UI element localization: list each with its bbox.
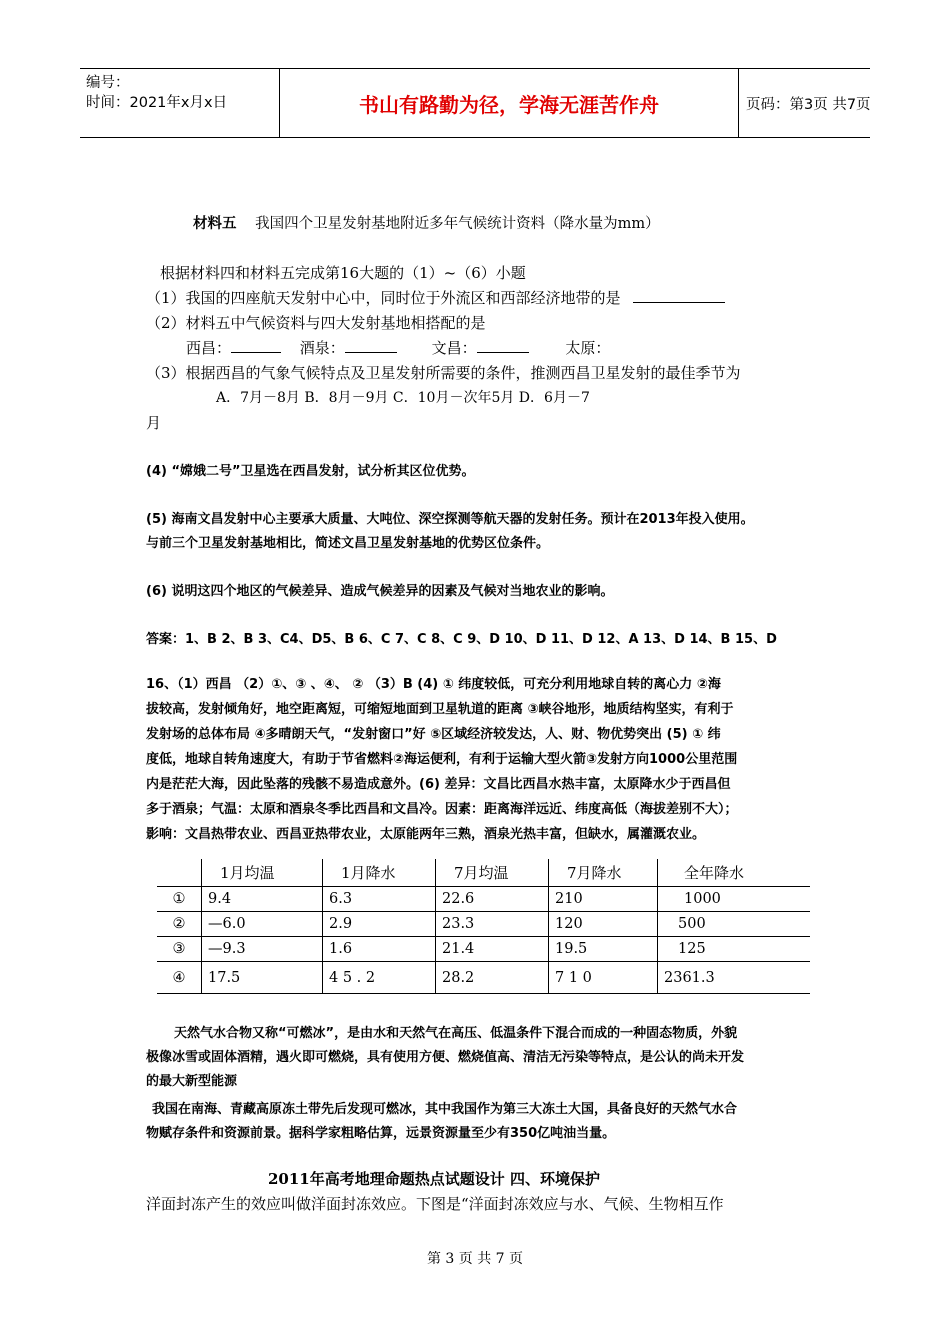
wenchang-label: 文昌： [431,339,477,357]
table-cell: 1000 [658,887,811,912]
gas-hydrate-line: 天然气水合物又称“可燃冰”，是由水和天然气在高压、低温条件下混合而成的一种固态物质，外貌 [174,1026,738,1041]
answer-blank [345,338,397,353]
table-header-cell: 7月均温 [436,859,549,887]
table-header-row [157,859,810,887]
table-cell: 2.9 [323,912,436,937]
table-cell: 2361.3 [658,962,811,994]
answer-16-line: 内是茫茫大海，因此坠落的残骸不易造成意外。(6) 差异：文昌比西昌水热丰富，太原降水少于西昌但 [146,777,731,792]
table-cell: 500 [658,912,811,937]
answer-16-line: 度低，地球自转角速度大，有助于节省燃料②海运便利，有利于运输大型火箭③发射方向1000公里范围 [146,752,738,767]
page-header [80,68,870,138]
question-6: (6) 说明这四个地区的气候差异、造成气候差异的因素及气候对当地农业的影响。 [146,584,614,599]
header-info-cell [80,69,280,137]
table-cell: 22.6 [436,887,549,912]
table-row [157,937,810,962]
answer-16-line: 16、（1）西昌 （2）①、③ 、④、 ② （3）B (4) ① 纬度较低，可充分利用地球自转的离心力 ②海 [146,677,721,692]
code-label: 编号： [86,75,130,91]
table-header-cell: 7月降水 [549,859,658,887]
table-cell: 6.3 [323,887,436,912]
climate-table [157,859,810,994]
table-cell: ① [157,887,202,912]
gas-hydrate-line: 的最大新型能源 [146,1074,238,1089]
answer-16-line: 发射场的总体布局 ④多晴朗天气，“发射窗口”好 ⑤区域经济较发达，人、财、物优势突出 (5) ① 纬 [146,727,721,742]
table-header-cell: 1月均温 [202,859,323,887]
table-cell: ② [157,912,202,937]
table-cell: —6.0 [202,912,323,937]
question-1-text: （1）我国的四座航天发射中心中，同时位于外流区和西部经济地带的是 [146,289,621,307]
question-5-line2: 与前三个卫星发射基地相比，简述文昌卫星发射基地的优势区位条件。 [146,536,550,551]
table-cell: ③ [157,937,202,962]
section-line: 洋面封冻产生的效应叫做洋面封冻效应。下图是“洋面封冻效应与水、气候、生物相互作 [146,1195,724,1213]
page-footer: 第 3 页 共 7 页 [426,1251,524,1267]
question-3: （3）根据西昌的气象气候特点及卫星发射所需要的条件，推测西昌卫星发射的最佳季节为 [146,364,741,382]
table-cell: 125 [658,937,811,962]
table-header-cell: 全年降水 [658,859,811,887]
material5-title: 材料五 [193,216,237,232]
table-cell: ④ [157,962,202,994]
page-label: 页码：第3页 共7页 [746,96,871,113]
answer-16-line: 影响：文昌热带农业、西昌亚热带农业，太原能两年三熟，酒泉光热丰富，但缺水，属灌溉农业。 [146,827,706,842]
table-cell: 120 [549,912,658,937]
table-cell: 23.3 [436,912,549,937]
question-2-blanks [186,337,610,358]
table-cell: 1.6 [323,937,436,962]
table-row [157,962,810,994]
gas-hydrate-line: 我国在南海、青藏高原冻土带先后发现可燃冰，其中我国作为第三大冻土大国，具备良好的天然气水合 [152,1102,738,1117]
table-cell: 17.5 [202,962,323,994]
jiuquan-label: 酒泉： [299,339,345,357]
time-label: 时间：2021年x月x日 [86,95,228,111]
table-cell: 19.5 [549,937,658,962]
questions-intro: 根据材料四和材料五完成第16大题的（1）~（6）小题 [160,264,526,282]
answer-blank [633,288,725,303]
question-2: （2）材料五中气候资料与四大发射基地相搭配的是 [146,314,486,332]
material5-heading [193,212,660,233]
gas-hydrate-line: 极像冰雪或固体酒精，遇火即可燃烧，具有使用方便、燃烧值高、清洁无污染等特点，是公认的尚未开发 [146,1050,745,1065]
question-3-wrap: 月 [146,414,162,432]
answer-16-line: 拔较高，发射倾角好，地空距离短，可缩短地面到卫星轨道的距离 ③峡谷地形，地质结构坚实，有利于 [146,702,734,717]
table-cell: 4 5 . 2 [323,962,436,994]
table-header-cell [157,859,202,887]
answer-16-line: 多于酒泉；气温：太原和酒泉冬季比西昌和文昌冷。因素：距离海洋远近、纬度高低（海拔差别不大）； [146,802,738,817]
question-5-line1: (5) 海南文昌发射中心主要承大质量、大吨位、深空探测等航天器的发射任务。预计在2013年投入使用。 [146,512,754,527]
table-cell: 210 [549,887,658,912]
answer-blank [231,338,281,353]
answer-blank [477,338,529,353]
gas-hydrate-line: 物赋存条件和资源前景。据科学家粗略估算，远景资源量至少有350亿吨油当量。 [146,1126,616,1141]
question-3-options: A．7月－8月 B．8月－9月 C．10月－次年5月 D．6月－7 [216,390,590,406]
table-cell: 28.2 [436,962,549,994]
question-4: (4) “嫦娥二号”卫星选在西昌发射，试分析其区位优势。 [146,464,475,479]
table-row [157,887,810,912]
table-row [157,912,810,937]
section-title: 2011年高考地理命题热点试题设计 四、环境保护 [268,1170,600,1188]
answers-line: 答案：1、B 2、B 3、C4、D5、B 6、C 7、C 8、C 9、D 10、D 11、D 12、A 13、D 14、B 15、D [146,632,777,647]
material5-caption: 我国四个卫星发射基地附近多年气候统计资料（降水量为mm） [255,216,660,232]
table-cell: —9.3 [202,937,323,962]
table-header-cell: 1月降水 [323,859,436,887]
motto: 书山有路勤为径，学海无涯苦作舟 [280,69,739,137]
table-cell: 21.4 [436,937,549,962]
taiyuan-label: 太原： [565,339,611,357]
table-cell: 7 1 0 [549,962,658,994]
xichang-label: 西昌： [186,339,232,357]
question-1 [146,287,725,308]
table-cell: 9.4 [202,887,323,912]
